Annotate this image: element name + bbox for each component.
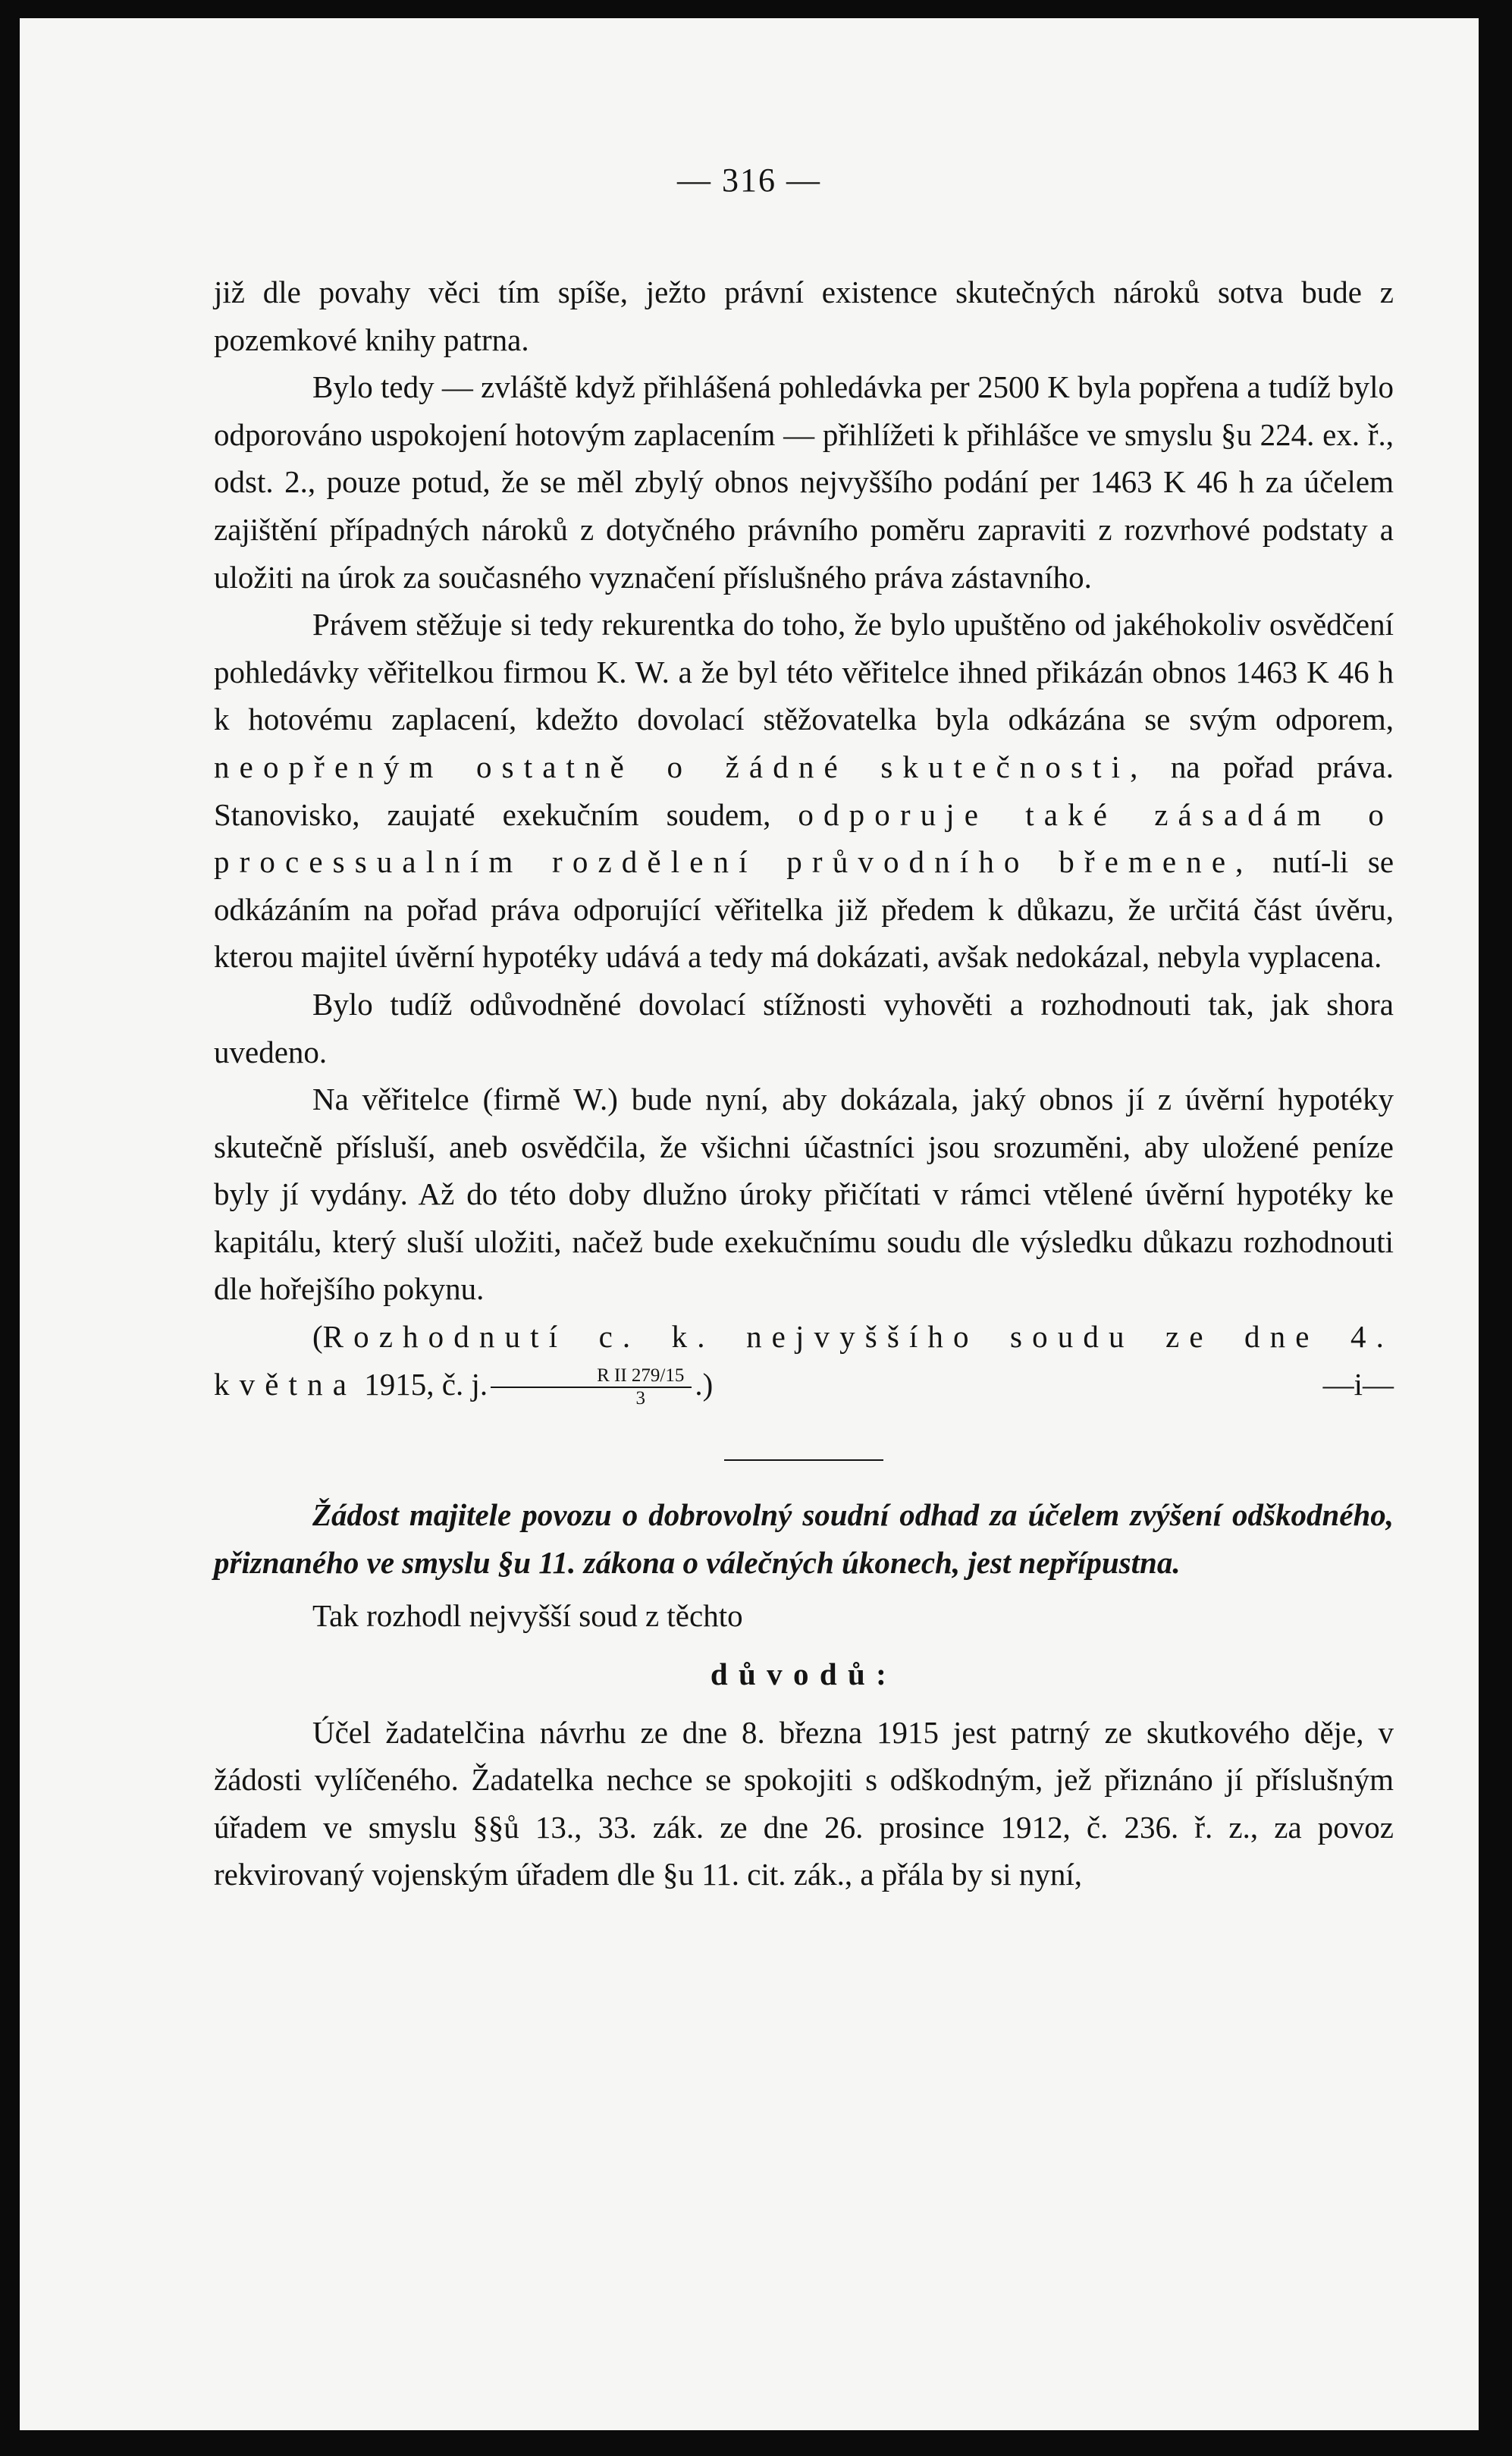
reasons-heading: důvodů:	[710, 1657, 898, 1692]
fraction-denominator: 3	[635, 1388, 645, 1409]
paragraph-5: Na věřitelce (firmě W.) bude nyní, aby dokázala, jaký obnos jí z úvěrní hypotéky skutečně přísluší, aneb osvědčila, že všichni účastníci jsou srozuměni, aby uložené peníze byly jí vydány. Až do této doby dlužno úroky přičítati v rámci vtělené úvěrní hypotéky ke kapitálu, který sluší uložiti, načež bude exekučnímu soudu dle výsledku důkazu rozhodnouti dle hořejšího pokynu.	[214, 1082, 1394, 1307]
fraction-numerator: R II 279/15	[491, 1365, 692, 1388]
paragraph-3-part-c: nutí-li se odkázáním na pořad práva odporující věřitelka již předem k důkazu, že určitá část úvěru, kterou majitel úvěrní hypotéky udává a tedy má dokázati, avšak nedokázal, nebyla vyplacena.	[214, 844, 1394, 975]
body-text	[214, 269, 1394, 1899]
paragraph-3-part-b: na pořad práva. Stanovisko, zaujaté exekučním soudem,	[214, 749, 1394, 832]
decision-citation	[214, 1313, 1394, 1409]
paragraph-3-part-a: Právem stěžuje si tedy rekurentka do toho, že bylo upuštěno od jakéhokoliv osvědčení pohledávky věřitelkou firmou K. W. a že byl této věřitelce ihned přikázán obnos 1463 K 46 h k hotovému zaplacení, kdežto dovolací stěžovatelka byla odkázána se svým odporem,	[214, 607, 1394, 737]
spaced-phrase-2: odporuje také zásadám o processualním rozdělení průvodního břemene,	[214, 796, 1394, 880]
citation-date: 1915, č. j.	[364, 1366, 488, 1402]
paragraph-8: Účel žadatelčina návrhu ze dne 8. března 1915 jest patrný ze skutkového děje, v žádosti vylíčeného. Žadatelka nechce se spokojiti s odškodným, jež přiznáno jí příslušným úřadem ve smyslu §§ů 13., 33. zák. ze dne 26. prosince 1912, č. 236. ř. z., za povoz rekvirovaný vojenským úřadem dle §u 11. cit. zák., a přála by si nyní,	[214, 1714, 1394, 1892]
citation-close: .)	[695, 1366, 714, 1402]
section-divider	[724, 1459, 883, 1461]
paragraph-3	[214, 601, 1394, 981]
case-number-fraction	[491, 1365, 692, 1409]
signature: —i—	[1322, 1366, 1394, 1402]
paragraph-4: Bylo tudíž odůvodněné dovolací stížnosti vyhověti a rozhodnouti tak, jak shora uvedeno.	[214, 986, 1394, 1069]
citation-spaced: Rozhodnutí c. k. nejvyššího soudu ze dne 4. května	[214, 1319, 1394, 1402]
spaced-phrase-1: neopřeným ostatně o žádné skutečnosti,	[214, 749, 1148, 784]
page-number: — 316 —	[677, 162, 821, 199]
paragraph-2: Bylo tedy — zvláště když přihlášená pohledávka per 2500 K byla popřena a tudíž bylo odporováno uspokojení hotovým zaplacením — přihlížeti k přihlášce ve smyslu §u 224. ex. ř., odst. 2., pouze potud, že se měl zbylý obnos nejvyššího podání per 1463 K 46 h za účelem zajištění případných nároků z dotyčného právního poměru zapraviti z rozvrhové podstaty a uložiti na úrok za současného vyznačení příslušného práva zástavního.	[214, 369, 1394, 595]
paragraph-1: již dle povahy věci tím spíše, ježto právní existence skutečných nároků sotva bude z pozemkové knihy patrna.	[214, 275, 1394, 357]
decision-headnote: Žádost majitele povozu o dobrovolný soudní odhad za účelem zvýšení odškodného, přiznaného ve smyslu §u 11. zákona o válečných úkonech, jest nepřípustna.	[214, 1497, 1394, 1580]
paragraph-7: Tak rozhodl nejvyšší soud z těchto	[312, 1598, 743, 1634]
scanned-page	[20, 18, 1479, 2430]
citation-open: (	[312, 1319, 323, 1355]
